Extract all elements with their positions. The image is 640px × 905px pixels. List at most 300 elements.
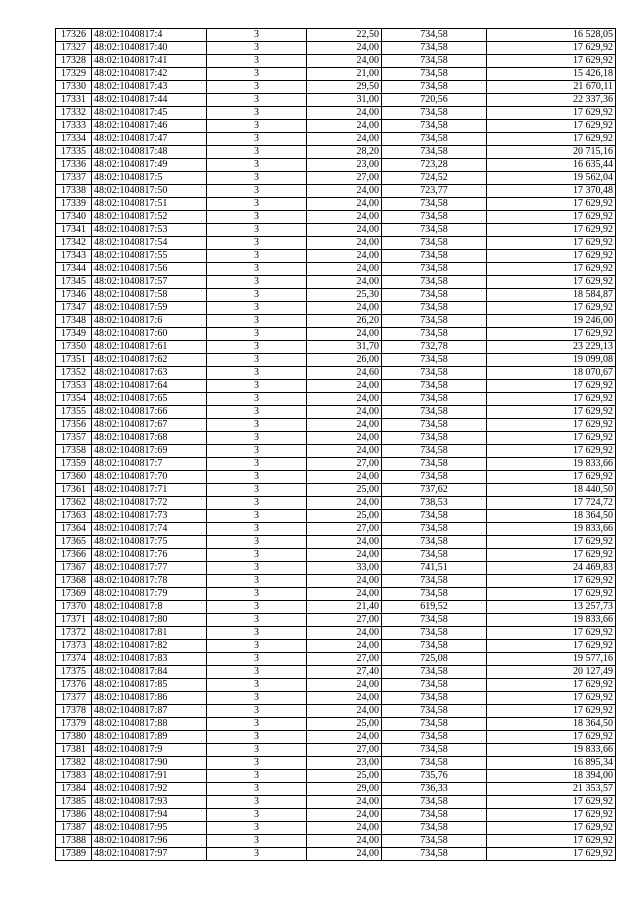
total-value-cell: 16 528,05 [487, 29, 616, 42]
class-cell: 3 [207, 211, 307, 224]
class-cell: 3 [207, 328, 307, 341]
row-number-cell: 17368 [56, 575, 92, 588]
unit-value-cell: 734,58 [382, 432, 487, 445]
table-row [56, 731, 616, 744]
row-number-cell: 17326 [56, 29, 92, 42]
row-number-cell: 17389 [56, 848, 92, 861]
class-cell: 3 [207, 588, 307, 601]
cadastral-number-cell: 48:02:1040817:47 [92, 133, 207, 146]
area-cell: 24,00 [307, 705, 382, 718]
total-value-cell: 20 127,49 [487, 666, 616, 679]
class-cell: 3 [207, 692, 307, 705]
area-cell: 24,00 [307, 263, 382, 276]
area-cell: 24,00 [307, 211, 382, 224]
cadastral-number-cell: 48:02:1040817:84 [92, 666, 207, 679]
class-cell: 3 [207, 510, 307, 523]
row-number-cell: 17345 [56, 276, 92, 289]
unit-value-cell: 723,28 [382, 159, 487, 172]
total-value-cell: 17 629,92 [487, 107, 616, 120]
total-value-cell: 17 629,92 [487, 328, 616, 341]
class-cell: 3 [207, 835, 307, 848]
unit-value-cell: 734,58 [382, 731, 487, 744]
row-number-cell: 17337 [56, 172, 92, 185]
class-cell: 3 [207, 783, 307, 796]
area-cell: 24,00 [307, 575, 382, 588]
cadastral-number-cell: 48:02:1040817:56 [92, 263, 207, 276]
row-number-cell: 17335 [56, 146, 92, 159]
row-number-cell: 17334 [56, 133, 92, 146]
class-cell: 3 [207, 198, 307, 211]
class-cell: 3 [207, 133, 307, 146]
cadastral-number-cell: 48:02:1040817:50 [92, 185, 207, 198]
cadastral-number-cell: 48:02:1040817:83 [92, 653, 207, 666]
table-row [56, 783, 616, 796]
class-cell: 3 [207, 159, 307, 172]
row-number-cell: 17340 [56, 211, 92, 224]
table-row [56, 822, 616, 835]
row-number-cell: 17329 [56, 68, 92, 81]
total-value-cell: 21 353,57 [487, 783, 616, 796]
table-row [56, 276, 616, 289]
total-value-cell: 15 426,18 [487, 68, 616, 81]
table-row [56, 81, 616, 94]
row-number-cell: 17365 [56, 536, 92, 549]
area-cell: 24,00 [307, 822, 382, 835]
area-cell: 28,20 [307, 146, 382, 159]
row-number-cell: 17370 [56, 601, 92, 614]
unit-value-cell: 734,58 [382, 445, 487, 458]
total-value-cell: 17 629,92 [487, 809, 616, 822]
total-value-cell: 17 629,92 [487, 276, 616, 289]
total-value-cell: 19 577,16 [487, 653, 616, 666]
table-row [56, 263, 616, 276]
total-value-cell: 17 629,92 [487, 133, 616, 146]
area-cell: 23,00 [307, 757, 382, 770]
total-value-cell: 17 629,92 [487, 627, 616, 640]
cadastral-number-cell: 48:02:1040817:46 [92, 120, 207, 133]
cadastral-number-cell: 48:02:1040817:97 [92, 848, 207, 861]
cadastral-number-cell: 48:02:1040817:51 [92, 198, 207, 211]
unit-value-cell: 734,58 [382, 120, 487, 133]
unit-value-cell: 734,58 [382, 55, 487, 68]
row-number-cell: 17328 [56, 55, 92, 68]
cadastral-number-cell: 48:02:1040817:68 [92, 432, 207, 445]
row-number-cell: 17367 [56, 562, 92, 575]
unit-value-cell: 734,58 [382, 146, 487, 159]
cadastral-number-cell: 48:02:1040817:86 [92, 692, 207, 705]
table-row [56, 757, 616, 770]
area-cell: 24,00 [307, 419, 382, 432]
table-row [56, 601, 616, 614]
cadastral-number-cell: 48:02:1040817:66 [92, 406, 207, 419]
unit-value-cell: 734,58 [382, 471, 487, 484]
total-value-cell: 17 629,92 [487, 419, 616, 432]
total-value-cell: 17 629,92 [487, 731, 616, 744]
unit-value-cell: 734,58 [382, 393, 487, 406]
row-number-cell: 17347 [56, 302, 92, 315]
row-number-cell: 17333 [56, 120, 92, 133]
row-number-cell: 17359 [56, 458, 92, 471]
cadastral-number-cell: 48:02:1040817:80 [92, 614, 207, 627]
area-cell: 24,00 [307, 809, 382, 822]
row-number-cell: 17344 [56, 263, 92, 276]
row-number-cell: 17356 [56, 419, 92, 432]
row-number-cell: 17376 [56, 679, 92, 692]
class-cell: 3 [207, 120, 307, 133]
cadastral-number-cell: 48:02:1040817:58 [92, 289, 207, 302]
total-value-cell: 19 246,00 [487, 315, 616, 328]
row-number-cell: 17341 [56, 224, 92, 237]
area-cell: 24,00 [307, 432, 382, 445]
area-cell: 26,20 [307, 315, 382, 328]
cadastral-number-cell: 48:02:1040817:7 [92, 458, 207, 471]
total-value-cell: 19 833,66 [487, 744, 616, 757]
total-value-cell: 17 629,92 [487, 393, 616, 406]
area-cell: 24,00 [307, 393, 382, 406]
class-cell: 3 [207, 406, 307, 419]
row-number-cell: 17362 [56, 497, 92, 510]
area-cell: 29,50 [307, 81, 382, 94]
unit-value-cell: 734,58 [382, 328, 487, 341]
cadastral-number-cell: 48:02:1040817:76 [92, 549, 207, 562]
class-cell: 3 [207, 744, 307, 757]
table-row [56, 627, 616, 640]
area-cell: 24,00 [307, 133, 382, 146]
cadastral-number-cell: 48:02:1040817:78 [92, 575, 207, 588]
class-cell: 3 [207, 731, 307, 744]
cadastral-number-cell: 48:02:1040817:8 [92, 601, 207, 614]
unit-value-cell: 734,58 [382, 133, 487, 146]
area-cell: 24,00 [307, 42, 382, 55]
total-value-cell: 17 629,92 [487, 679, 616, 692]
area-cell: 31,00 [307, 94, 382, 107]
class-cell: 3 [207, 575, 307, 588]
cadastral-number-cell: 48:02:1040817:4 [92, 29, 207, 42]
row-number-cell: 17352 [56, 367, 92, 380]
area-cell: 26,00 [307, 354, 382, 367]
area-cell: 24,00 [307, 237, 382, 250]
row-number-cell: 17360 [56, 471, 92, 484]
area-cell: 24,00 [307, 835, 382, 848]
row-number-cell: 17354 [56, 393, 92, 406]
row-number-cell: 17380 [56, 731, 92, 744]
area-cell: 21,40 [307, 601, 382, 614]
cadastral-number-cell: 48:02:1040817:74 [92, 523, 207, 536]
table-row [56, 146, 616, 159]
total-value-cell: 17 629,92 [487, 822, 616, 835]
table-row [56, 692, 616, 705]
table-row [56, 107, 616, 120]
row-number-cell: 17381 [56, 744, 92, 757]
unit-value-cell: 720,56 [382, 94, 487, 107]
area-cell: 24,00 [307, 198, 382, 211]
total-value-cell: 18 070,67 [487, 367, 616, 380]
class-cell: 3 [207, 614, 307, 627]
unit-value-cell: 734,58 [382, 211, 487, 224]
cadastral-number-cell: 48:02:1040817:73 [92, 510, 207, 523]
table-row [56, 341, 616, 354]
unit-value-cell: 734,58 [382, 42, 487, 55]
table-row [56, 328, 616, 341]
table-row [56, 588, 616, 601]
area-cell: 33,00 [307, 562, 382, 575]
row-number-cell: 17331 [56, 94, 92, 107]
total-value-cell: 17 629,92 [487, 380, 616, 393]
class-cell: 3 [207, 640, 307, 653]
table-row [56, 68, 616, 81]
row-number-cell: 17371 [56, 614, 92, 627]
total-value-cell: 18 364,50 [487, 510, 616, 523]
unit-value-cell: 734,58 [382, 289, 487, 302]
area-cell: 24,00 [307, 848, 382, 861]
class-cell: 3 [207, 445, 307, 458]
area-cell: 24,00 [307, 328, 382, 341]
table-row [56, 458, 616, 471]
row-number-cell: 17383 [56, 770, 92, 783]
total-value-cell: 17 724,72 [487, 497, 616, 510]
area-cell: 24,00 [307, 302, 382, 315]
area-cell: 27,00 [307, 523, 382, 536]
row-number-cell: 17377 [56, 692, 92, 705]
table-row [56, 705, 616, 718]
table-row [56, 549, 616, 562]
total-value-cell: 19 833,66 [487, 523, 616, 536]
class-cell: 3 [207, 380, 307, 393]
class-cell: 3 [207, 705, 307, 718]
unit-value-cell: 738,53 [382, 497, 487, 510]
unit-value-cell: 725,08 [382, 653, 487, 666]
table-row [56, 562, 616, 575]
unit-value-cell: 734,58 [382, 809, 487, 822]
row-number-cell: 17338 [56, 185, 92, 198]
class-cell: 3 [207, 81, 307, 94]
cadastral-number-cell: 48:02:1040817:72 [92, 497, 207, 510]
table-row [56, 94, 616, 107]
unit-value-cell: 734,58 [382, 744, 487, 757]
cadastral-number-cell: 48:02:1040817:91 [92, 770, 207, 783]
total-value-cell: 17 629,92 [487, 705, 616, 718]
unit-value-cell: 734,58 [382, 822, 487, 835]
unit-value-cell: 741,51 [382, 562, 487, 575]
table-row [56, 315, 616, 328]
table-row [56, 445, 616, 458]
class-cell: 3 [207, 42, 307, 55]
total-value-cell: 17 629,92 [487, 55, 616, 68]
row-number-cell: 17387 [56, 822, 92, 835]
class-cell: 3 [207, 549, 307, 562]
cadastral-number-cell: 48:02:1040817:44 [92, 94, 207, 107]
total-value-cell: 17 629,92 [487, 432, 616, 445]
class-cell: 3 [207, 237, 307, 250]
cadastral-number-cell: 48:02:1040817:77 [92, 562, 207, 575]
row-number-cell: 17348 [56, 315, 92, 328]
table-row [56, 536, 616, 549]
row-number-cell: 17336 [56, 159, 92, 172]
class-cell: 3 [207, 458, 307, 471]
unit-value-cell: 734,58 [382, 757, 487, 770]
row-number-cell: 17330 [56, 81, 92, 94]
total-value-cell: 17 629,92 [487, 796, 616, 809]
table-row [56, 159, 616, 172]
unit-value-cell: 734,58 [382, 315, 487, 328]
row-number-cell: 17353 [56, 380, 92, 393]
class-cell: 3 [207, 601, 307, 614]
total-value-cell: 17 629,92 [487, 445, 616, 458]
unit-value-cell: 736,33 [382, 783, 487, 796]
row-number-cell: 17355 [56, 406, 92, 419]
table-row [56, 380, 616, 393]
total-value-cell: 17 629,92 [487, 692, 616, 705]
total-value-cell: 18 584,87 [487, 289, 616, 302]
area-cell: 24,60 [307, 367, 382, 380]
cadastral-number-cell: 48:02:1040817:96 [92, 835, 207, 848]
total-value-cell: 18 394,00 [487, 770, 616, 783]
total-value-cell: 17 370,48 [487, 185, 616, 198]
table-row [56, 835, 616, 848]
unit-value-cell: 734,58 [382, 640, 487, 653]
total-value-cell: 17 629,92 [487, 198, 616, 211]
cadastral-number-cell: 48:02:1040817:79 [92, 588, 207, 601]
row-number-cell: 17350 [56, 341, 92, 354]
total-value-cell: 20 715,16 [487, 146, 616, 159]
cadastral-number-cell: 48:02:1040817:41 [92, 55, 207, 68]
cadastral-number-cell: 48:02:1040817:43 [92, 81, 207, 94]
total-value-cell: 17 629,92 [487, 42, 616, 55]
row-number-cell: 17364 [56, 523, 92, 536]
class-cell: 3 [207, 224, 307, 237]
area-cell: 24,00 [307, 536, 382, 549]
table-row [56, 471, 616, 484]
class-cell: 3 [207, 536, 307, 549]
table-body [56, 29, 616, 861]
row-number-cell: 17361 [56, 484, 92, 497]
cadastral-number-cell: 48:02:1040817:9 [92, 744, 207, 757]
table-row [56, 133, 616, 146]
table-row [56, 510, 616, 523]
area-cell: 24,00 [307, 120, 382, 133]
total-value-cell: 17 629,92 [487, 835, 616, 848]
total-value-cell: 17 629,92 [487, 237, 616, 250]
class-cell: 3 [207, 419, 307, 432]
total-value-cell: 21 670,11 [487, 81, 616, 94]
cadastral-number-cell: 48:02:1040817:89 [92, 731, 207, 744]
unit-value-cell: 737,62 [382, 484, 487, 497]
cadastral-number-cell: 48:02:1040817:62 [92, 354, 207, 367]
cadastral-number-cell: 48:02:1040817:92 [92, 783, 207, 796]
table-row [56, 120, 616, 133]
class-cell: 3 [207, 354, 307, 367]
unit-value-cell: 723,77 [382, 185, 487, 198]
area-cell: 24,00 [307, 380, 382, 393]
table-row [56, 484, 616, 497]
table-row [56, 432, 616, 445]
row-number-cell: 17382 [56, 757, 92, 770]
row-number-cell: 17378 [56, 705, 92, 718]
cadastral-value-table [55, 28, 616, 861]
row-number-cell: 17366 [56, 549, 92, 562]
unit-value-cell: 734,58 [382, 692, 487, 705]
row-number-cell: 17384 [56, 783, 92, 796]
area-cell: 24,00 [307, 406, 382, 419]
total-value-cell: 17 629,92 [487, 406, 616, 419]
unit-value-cell: 734,58 [382, 419, 487, 432]
table-row [56, 289, 616, 302]
area-cell: 24,00 [307, 224, 382, 237]
total-value-cell: 18 364,50 [487, 718, 616, 731]
class-cell: 3 [207, 289, 307, 302]
unit-value-cell: 734,58 [382, 354, 487, 367]
total-value-cell: 17 629,92 [487, 848, 616, 861]
row-number-cell: 17357 [56, 432, 92, 445]
row-number-cell: 17358 [56, 445, 92, 458]
area-cell: 24,00 [307, 692, 382, 705]
unit-value-cell: 734,58 [382, 406, 487, 419]
class-cell: 3 [207, 666, 307, 679]
row-number-cell: 17342 [56, 237, 92, 250]
cadastral-number-cell: 48:02:1040817:61 [92, 341, 207, 354]
class-cell: 3 [207, 653, 307, 666]
total-value-cell: 19 099,08 [487, 354, 616, 367]
table-row [56, 367, 616, 380]
table-row [56, 250, 616, 263]
cadastral-number-cell: 48:02:1040817:60 [92, 328, 207, 341]
row-number-cell: 17386 [56, 809, 92, 822]
unit-value-cell: 734,58 [382, 835, 487, 848]
table-row [56, 302, 616, 315]
cadastral-number-cell: 48:02:1040817:70 [92, 471, 207, 484]
total-value-cell: 17 629,92 [487, 211, 616, 224]
table-row [56, 224, 616, 237]
class-cell: 3 [207, 523, 307, 536]
class-cell: 3 [207, 315, 307, 328]
unit-value-cell: 734,58 [382, 81, 487, 94]
table-row [56, 406, 616, 419]
unit-value-cell: 734,58 [382, 198, 487, 211]
table-row [56, 653, 616, 666]
class-cell: 3 [207, 848, 307, 861]
unit-value-cell: 734,58 [382, 224, 487, 237]
unit-value-cell: 734,58 [382, 536, 487, 549]
class-cell: 3 [207, 822, 307, 835]
class-cell: 3 [207, 770, 307, 783]
unit-value-cell: 734,58 [382, 627, 487, 640]
unit-value-cell: 734,58 [382, 588, 487, 601]
total-value-cell: 17 629,92 [487, 263, 616, 276]
total-value-cell: 23 229,13 [487, 341, 616, 354]
class-cell: 3 [207, 393, 307, 406]
area-cell: 24,00 [307, 731, 382, 744]
class-cell: 3 [207, 107, 307, 120]
total-value-cell: 16 895,34 [487, 757, 616, 770]
area-cell: 27,00 [307, 458, 382, 471]
table-row [56, 198, 616, 211]
total-value-cell: 17 629,92 [487, 575, 616, 588]
area-cell: 25,30 [307, 289, 382, 302]
area-cell: 24,00 [307, 679, 382, 692]
row-number-cell: 17351 [56, 354, 92, 367]
table-row [56, 523, 616, 536]
row-number-cell: 17372 [56, 627, 92, 640]
cadastral-number-cell: 48:02:1040817:95 [92, 822, 207, 835]
cadastral-number-cell: 48:02:1040817:54 [92, 237, 207, 250]
class-cell: 3 [207, 627, 307, 640]
cadastral-number-cell: 48:02:1040817:81 [92, 627, 207, 640]
unit-value-cell: 734,58 [382, 29, 487, 42]
class-cell: 3 [207, 185, 307, 198]
cadastral-number-cell: 48:02:1040817:88 [92, 718, 207, 731]
unit-value-cell: 734,58 [382, 575, 487, 588]
total-value-cell: 17 629,92 [487, 302, 616, 315]
